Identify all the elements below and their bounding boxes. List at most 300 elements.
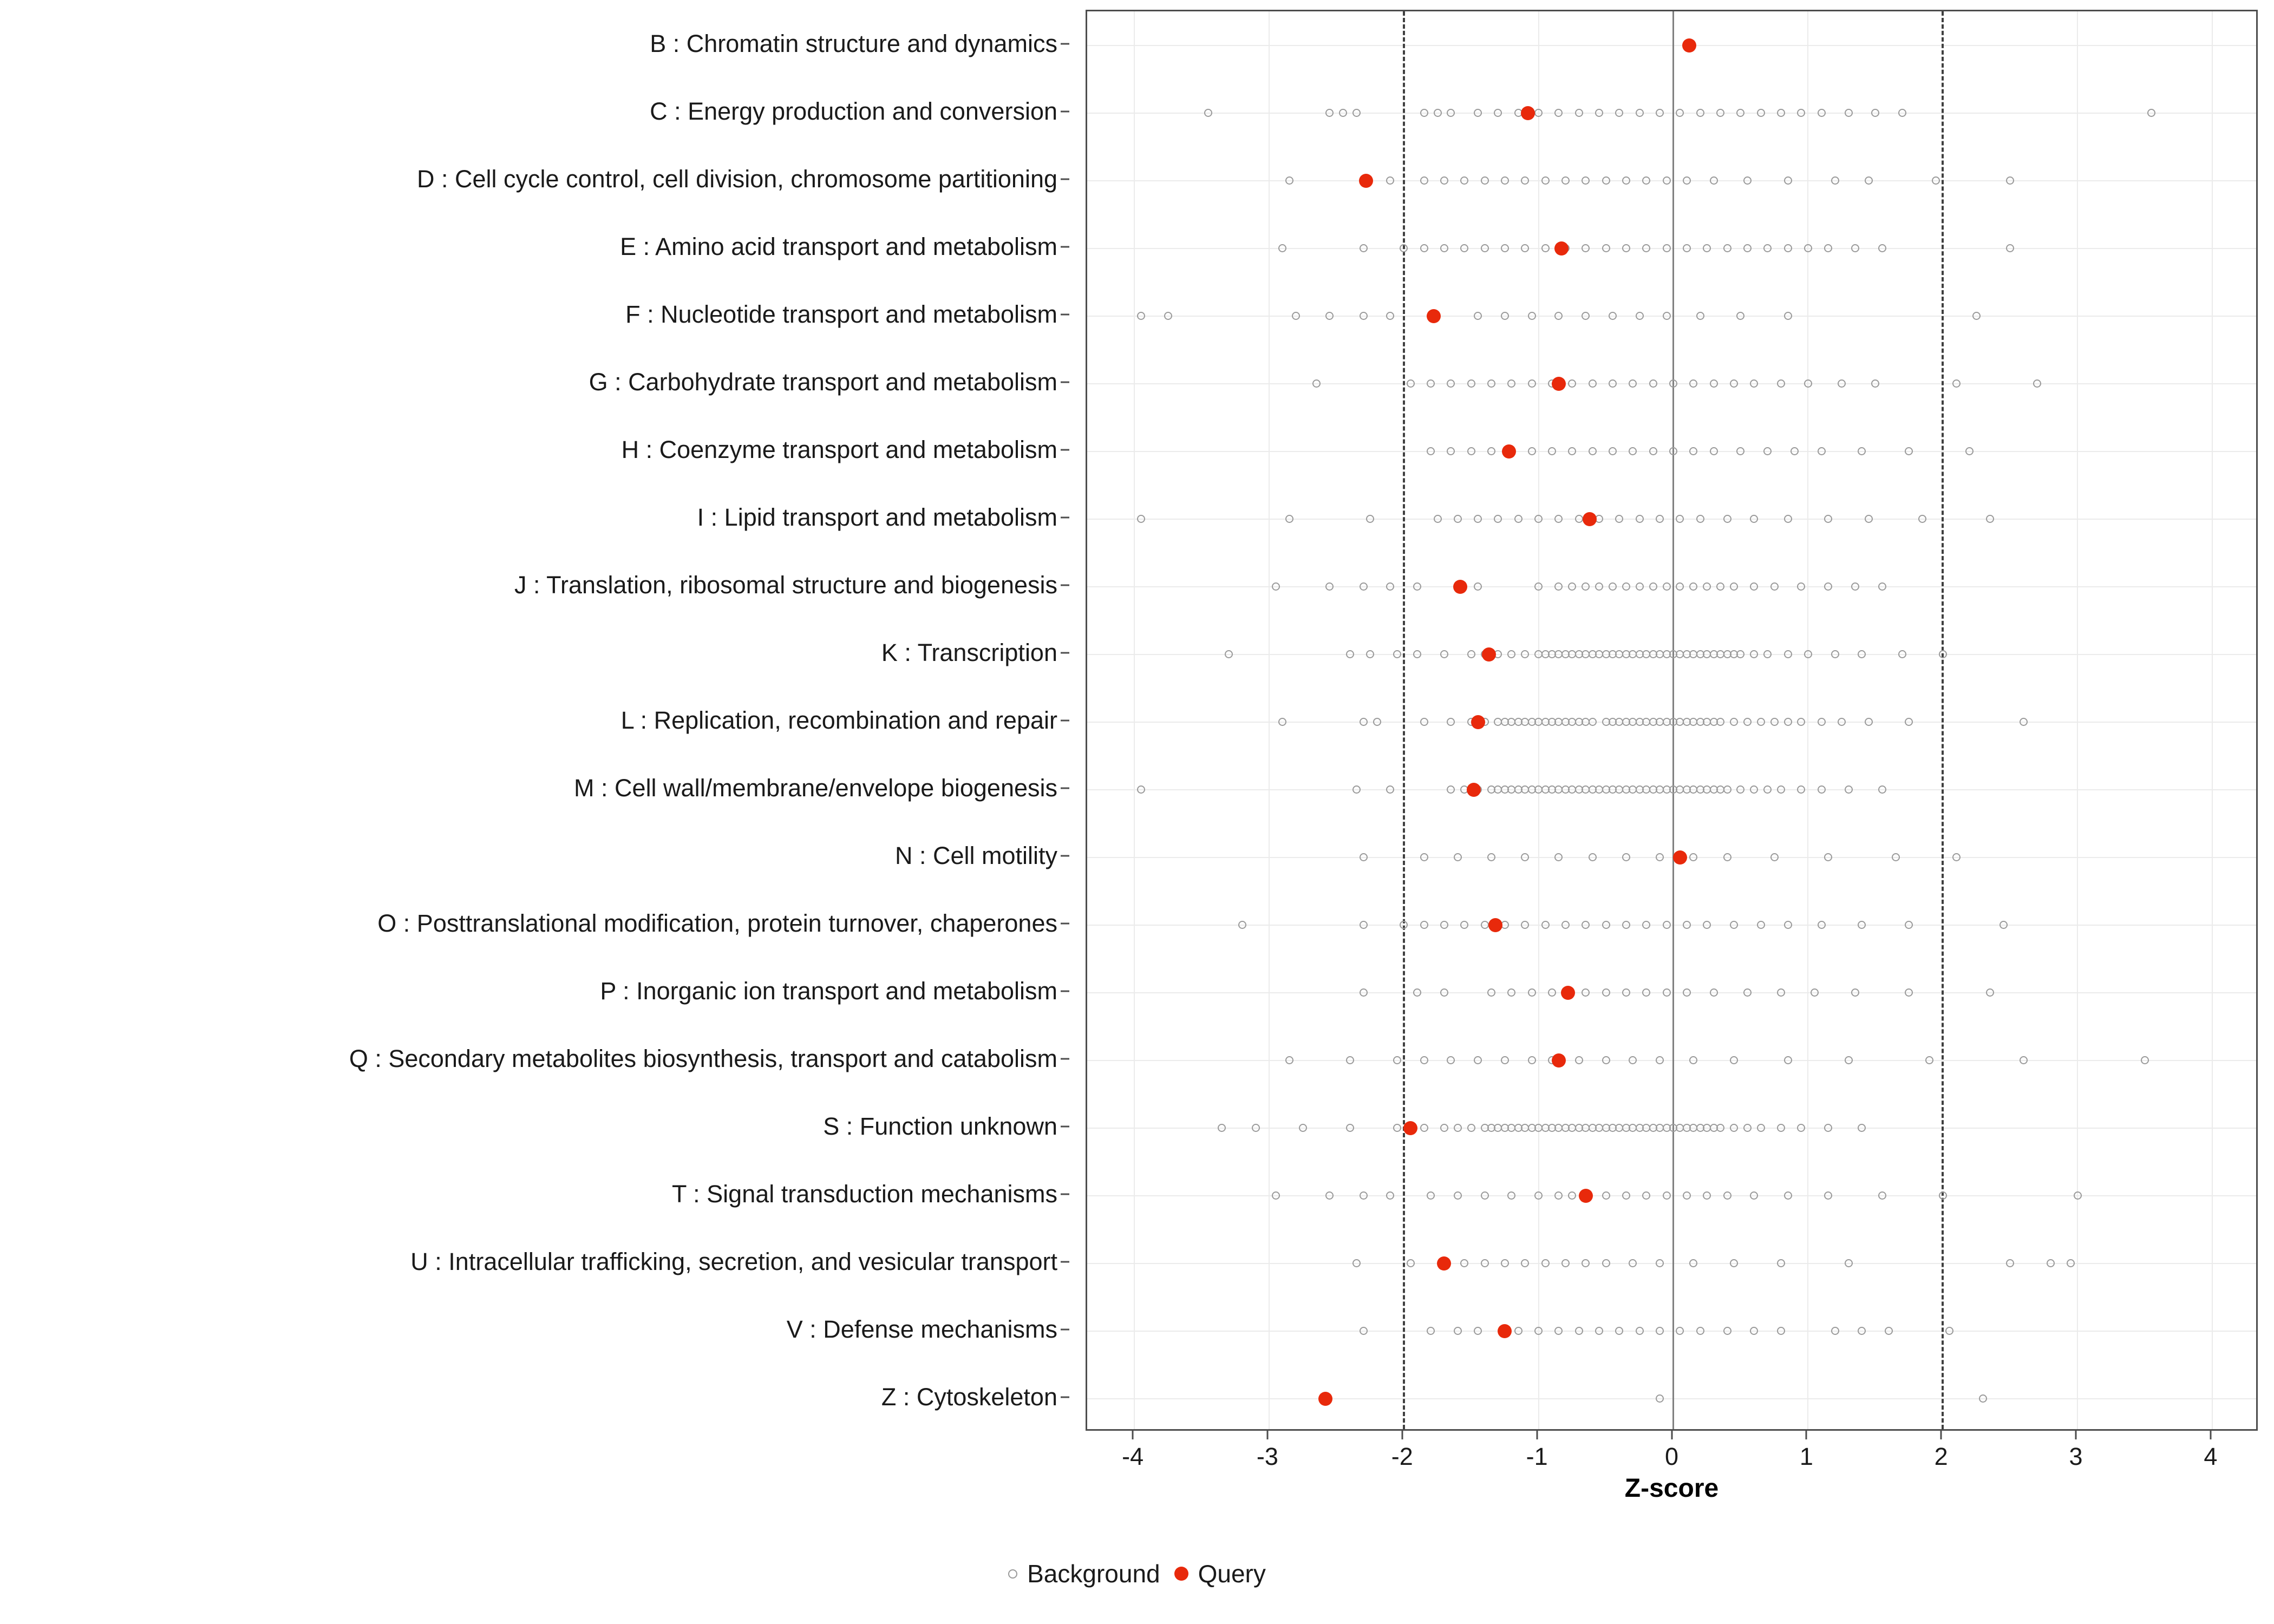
background-point (1750, 1327, 1758, 1335)
background-point (1474, 109, 1482, 117)
background-point (1945, 1327, 1953, 1335)
query-point (1521, 106, 1535, 120)
background-point (1467, 1124, 1475, 1132)
background-point (1703, 1191, 1711, 1200)
background-point (1325, 109, 1334, 117)
background-point (1137, 515, 1145, 523)
threshold-reference-line (1942, 11, 1944, 1429)
background-point (1487, 853, 1495, 861)
background-point (1750, 785, 1758, 794)
background-point (1474, 1327, 1482, 1335)
y-axis-tick-label: P : Inorganic ion transport and metabolism (600, 977, 1057, 1005)
background-point (1582, 921, 1590, 929)
background-point (1548, 447, 1556, 455)
background-point (1554, 582, 1563, 591)
query-point (1482, 647, 1496, 662)
query-point (1502, 444, 1516, 459)
background-point (1784, 1056, 1792, 1064)
background-point (1360, 312, 1368, 320)
background-point (1986, 988, 1994, 997)
y-axis-tick-label: Z : Cytoskeleton (881, 1383, 1057, 1411)
background-point (1554, 312, 1563, 320)
background-point (1272, 582, 1280, 591)
background-point (1649, 582, 1657, 591)
background-point (1797, 718, 1805, 726)
background-point (1898, 650, 1906, 658)
background-point (1925, 1056, 1933, 1064)
background-point (1447, 1056, 1455, 1064)
background-point (2033, 379, 2041, 388)
background-point (1851, 582, 1859, 591)
background-point (1481, 1259, 1489, 1267)
query-point (1682, 38, 1696, 53)
background-point (1454, 1327, 1462, 1335)
background-point (1818, 785, 1826, 794)
background-point (1696, 515, 1704, 523)
background-point (1595, 582, 1603, 591)
background-point (1723, 1191, 1731, 1200)
background-point (1622, 921, 1630, 929)
background-point (1440, 1124, 1448, 1132)
background-point (1427, 447, 1435, 455)
background-point (1393, 1124, 1401, 1132)
background-point (1878, 582, 1886, 591)
background-point (1285, 1056, 1293, 1064)
legend-item-query (1174, 1559, 1266, 1588)
background-point (1676, 582, 1684, 591)
legend-label-query: Query (1198, 1560, 1266, 1588)
y-axis-tick-label: U : Intracellular trafficking, secretion, and vesicular transport (410, 1247, 1057, 1275)
background-point (1865, 515, 1873, 523)
background-point (1730, 582, 1738, 591)
query-point (1673, 850, 1687, 865)
x-gridline (1269, 11, 1270, 1429)
background-point (1932, 176, 1940, 185)
legend-item-background (1008, 1559, 1160, 1588)
background-point (1986, 515, 1994, 523)
background-point (1582, 582, 1590, 591)
query-point (1554, 241, 1569, 256)
background-point (1905, 447, 1913, 455)
background-point (1366, 515, 1374, 523)
x-axis-tick-label: -3 (1256, 1443, 1278, 1470)
background-point (1589, 447, 1597, 455)
background-point (1669, 447, 1677, 455)
background-point (1791, 447, 1799, 455)
query-point (1427, 309, 1441, 323)
background-point (1757, 921, 1765, 929)
y-axis-tick-label: O : Posttranslational modification, protein turnover, chaperones (377, 909, 1057, 937)
background-point (1568, 447, 1576, 455)
background-point (1521, 1259, 1529, 1267)
query-point (1552, 377, 1566, 391)
background-point (1622, 853, 1630, 861)
query-point (1552, 1053, 1566, 1068)
background-point (1871, 109, 1879, 117)
background-point (1885, 1327, 1893, 1335)
background-point (1818, 109, 1826, 117)
background-point (1554, 853, 1563, 861)
query-point (1437, 1256, 1451, 1271)
background-point (1824, 1124, 1832, 1132)
background-point (1871, 379, 1879, 388)
background-point (1683, 1191, 1691, 1200)
y-axis-tick-label: E : Amino acid transport and metabolism (620, 232, 1057, 260)
background-point (1689, 1056, 1697, 1064)
background-point (1851, 988, 1859, 997)
background-point (1689, 447, 1697, 455)
query-point (1583, 512, 1597, 526)
row-gridline (1087, 1263, 2256, 1264)
background-point (2067, 1259, 2075, 1267)
background-point (1474, 515, 1482, 523)
background-point (1777, 1327, 1785, 1335)
background-point (1777, 988, 1785, 997)
background-point (1521, 650, 1529, 658)
x-axis-tick-label: 2 (1934, 1443, 1948, 1470)
background-point (1285, 176, 1293, 185)
y-axis-tick-label: G : Carbohydrate transport and metabolism (589, 368, 1057, 396)
background-point (1642, 244, 1650, 252)
background-point (1386, 582, 1394, 591)
row-gridline (1087, 1398, 2256, 1399)
x-axis-tick-mark (1132, 1431, 1134, 1439)
background-point (1360, 853, 1368, 861)
background-point (1521, 176, 1529, 185)
background-point (1568, 582, 1576, 591)
y-axis-tick-mark (1061, 381, 1069, 383)
background-point (1602, 176, 1610, 185)
y-axis-tick-label: J : Translation, ribosomal structure and biogenesis (514, 571, 1057, 599)
y-axis-labels (0, 10, 1069, 1431)
background-point (1541, 921, 1550, 929)
background-point (1824, 853, 1832, 861)
background-point (1454, 853, 1462, 861)
background-point (1763, 785, 1772, 794)
background-point (1420, 1056, 1428, 1064)
background-point (1602, 1056, 1610, 1064)
background-point (1757, 718, 1765, 726)
background-point (1878, 785, 1886, 794)
background-point (1602, 1259, 1610, 1267)
background-point (1252, 1124, 1260, 1132)
query-point (1359, 174, 1373, 188)
background-point (1615, 515, 1623, 523)
background-point (1346, 1056, 1354, 1064)
background-point (1804, 244, 1812, 252)
background-point (2074, 1191, 2082, 1200)
x-axis-tick-mark (1806, 1431, 1807, 1439)
background-point (1589, 379, 1597, 388)
background-point (1703, 582, 1711, 591)
background-point (1622, 582, 1630, 591)
background-point (1965, 447, 1974, 455)
background-point (1743, 244, 1752, 252)
background-point (1656, 515, 1664, 523)
background-point (1507, 1191, 1515, 1200)
y-axis-tick-label: M : Cell wall/membrane/envelope biogenesis (574, 774, 1057, 802)
background-point (1636, 582, 1644, 591)
background-point (1407, 379, 1415, 388)
background-point (1460, 921, 1468, 929)
background-point (1629, 1259, 1637, 1267)
background-point (1736, 650, 1744, 658)
y-axis-tick-mark (1061, 449, 1069, 450)
background-point (1447, 718, 1455, 726)
background-point (1225, 650, 1233, 658)
background-point (1905, 921, 1913, 929)
background-point (1521, 244, 1529, 252)
background-point (1784, 312, 1792, 320)
background-point (1663, 1191, 1671, 1200)
background-point (1777, 109, 1785, 117)
background-point (1420, 853, 1428, 861)
background-point (1642, 988, 1650, 997)
background-point (1703, 921, 1711, 929)
background-point (1615, 1327, 1623, 1335)
background-point (1494, 109, 1502, 117)
background-point (1487, 988, 1495, 997)
background-point (1393, 650, 1401, 658)
background-point (1346, 650, 1354, 658)
background-point (1582, 244, 1590, 252)
background-point (1663, 176, 1671, 185)
background-point (1710, 379, 1718, 388)
background-point (1272, 1191, 1280, 1200)
background-point (1554, 515, 1563, 523)
y-axis-tick-mark (1061, 855, 1069, 856)
background-point (1507, 988, 1515, 997)
background-point (1716, 718, 1724, 726)
threshold-reference-line (1403, 11, 1405, 1429)
background-point (1568, 379, 1576, 388)
y-axis-tick-mark (1061, 110, 1069, 112)
background-point (1548, 988, 1556, 997)
background-point (1763, 244, 1772, 252)
background-point (1703, 244, 1711, 252)
y-axis-tick-mark (1061, 990, 1069, 992)
background-point (1918, 515, 1926, 523)
background-point (1784, 1191, 1792, 1200)
background-point (1858, 650, 1866, 658)
x-gridline (1807, 11, 1808, 1429)
background-point (1784, 515, 1792, 523)
background-point (1299, 1124, 1307, 1132)
background-point (1386, 1191, 1394, 1200)
x-axis-tick-mark (2210, 1431, 2211, 1439)
background-point (1811, 988, 1819, 997)
background-point (1736, 447, 1744, 455)
y-axis-tick-mark (1061, 1261, 1069, 1262)
x-axis-tick-mark (1401, 1431, 1403, 1439)
background-point (1939, 650, 1947, 658)
background-point (1609, 379, 1617, 388)
background-point (1501, 244, 1509, 252)
background-point (1851, 244, 1859, 252)
background-point (1454, 1191, 1462, 1200)
background-point (1797, 582, 1805, 591)
background-point (1629, 379, 1637, 388)
x-gridline (2077, 11, 2078, 1429)
background-point (1454, 515, 1462, 523)
background-point (1312, 379, 1321, 388)
x-axis-tick-label: 1 (1799, 1443, 1813, 1470)
row-gridline (1087, 925, 2256, 926)
background-point (1845, 109, 1853, 117)
background-point (1534, 1327, 1543, 1335)
background-point (1218, 1124, 1226, 1132)
background-point (1730, 1056, 1738, 1064)
background-point (1285, 515, 1293, 523)
y-axis-tick-mark (1061, 1125, 1069, 1127)
x-axis-tick-mark (1940, 1431, 1942, 1439)
background-point (1427, 1191, 1435, 1200)
background-point (1669, 379, 1677, 388)
background-point (1541, 1259, 1550, 1267)
y-axis-tick-label: T : Signal transduction mechanisms (671, 1180, 1057, 1208)
background-point (1730, 921, 1738, 929)
background-point (1602, 988, 1610, 997)
y-axis-tick-mark (1061, 43, 1069, 44)
query-point (1561, 986, 1575, 1000)
background-point (1750, 379, 1758, 388)
background-point (1595, 1327, 1603, 1335)
background-point (1750, 1191, 1758, 1200)
background-point (1629, 447, 1637, 455)
background-point (1575, 515, 1583, 523)
background-point (1615, 109, 1623, 117)
background-point (1501, 1056, 1509, 1064)
background-point (1481, 921, 1489, 929)
y-axis-tick-label: V : Defense mechanisms (786, 1315, 1057, 1343)
background-point (1865, 176, 1873, 185)
background-point (1858, 1124, 1866, 1132)
background-point (1777, 379, 1785, 388)
background-point (1865, 718, 1873, 726)
query-point (1498, 1324, 1512, 1338)
background-point (1467, 379, 1475, 388)
background-point (1649, 447, 1657, 455)
background-point (1400, 244, 1408, 252)
background-point (1784, 650, 1792, 658)
background-point (1440, 650, 1448, 658)
background-point (1407, 1259, 1415, 1267)
background-point (1743, 1124, 1752, 1132)
background-point (1561, 921, 1570, 929)
background-point (1723, 244, 1731, 252)
background-point (1797, 1124, 1805, 1132)
background-point (1420, 109, 1428, 117)
background-point (1514, 515, 1522, 523)
background-point (1447, 109, 1455, 117)
background-point (1972, 312, 1981, 320)
query-point (1579, 1189, 1593, 1203)
background-point (1609, 582, 1617, 591)
background-point (1238, 921, 1246, 929)
background-point (1750, 515, 1758, 523)
query-point (1318, 1392, 1332, 1406)
background-point (1467, 447, 1475, 455)
background-point (1528, 988, 1536, 997)
background-point (1649, 379, 1657, 388)
background-point (1716, 1124, 1724, 1132)
background-point (1716, 109, 1724, 117)
background-point (1831, 650, 1839, 658)
background-point (1609, 312, 1617, 320)
background-point (1939, 1191, 1947, 1200)
background-point (1838, 718, 1846, 726)
background-point (1467, 650, 1475, 658)
query-point (1467, 783, 1481, 797)
background-point (1360, 582, 1368, 591)
background-point (1656, 1394, 1664, 1403)
legend-label-background: Background (1027, 1560, 1160, 1588)
x-axis-tick-mark (1536, 1431, 1538, 1439)
background-point (1534, 582, 1543, 591)
background-point (1642, 176, 1650, 185)
background-point (1487, 379, 1495, 388)
y-axis-tick-label: B : Chromatin structure and dynamics (650, 29, 1057, 57)
background-point (1656, 1056, 1664, 1064)
background-point (1386, 785, 1394, 794)
background-point (2020, 1056, 2028, 1064)
background-point (1784, 921, 1792, 929)
background-point (1656, 1259, 1664, 1267)
background-point (1360, 988, 1368, 997)
background-point (1420, 176, 1428, 185)
background-point (1723, 1327, 1731, 1335)
background-point (1663, 244, 1671, 252)
x-axis-tick-label: -4 (1122, 1443, 1144, 1470)
background-point (1360, 921, 1368, 929)
background-point (1831, 1327, 1839, 1335)
background-point (1642, 1191, 1650, 1200)
background-point (1575, 1327, 1583, 1335)
row-gridline (1087, 519, 2256, 520)
background-point (2147, 109, 2155, 117)
row-gridline (1087, 180, 2256, 181)
background-point (1777, 1259, 1785, 1267)
background-point (1474, 1056, 1482, 1064)
background-point (1797, 109, 1805, 117)
x-axis-ticks (1086, 1431, 2258, 1470)
background-point (1636, 109, 1644, 117)
background-marker-icon (1008, 1569, 1017, 1579)
background-point (1770, 718, 1779, 726)
background-point (1845, 1056, 1853, 1064)
background-point (1858, 1327, 1866, 1335)
background-point (1420, 1124, 1428, 1132)
background-point (1481, 244, 1489, 252)
background-point (1757, 109, 1765, 117)
background-point (1386, 312, 1394, 320)
background-point (1352, 109, 1361, 117)
background-point (1534, 109, 1543, 117)
background-point (1413, 988, 1421, 997)
y-axis-tick-label: C : Energy production and conversion (650, 97, 1057, 125)
background-point (1952, 853, 1961, 861)
background-point (1636, 1327, 1644, 1335)
background-point (1710, 176, 1718, 185)
background-point (1784, 176, 1792, 185)
background-point (1858, 447, 1866, 455)
background-point (1137, 785, 1145, 794)
background-point (1528, 379, 1536, 388)
background-point (1554, 1191, 1563, 1200)
background-point (1804, 379, 1812, 388)
background-point (1663, 582, 1671, 591)
background-point (1481, 176, 1489, 185)
